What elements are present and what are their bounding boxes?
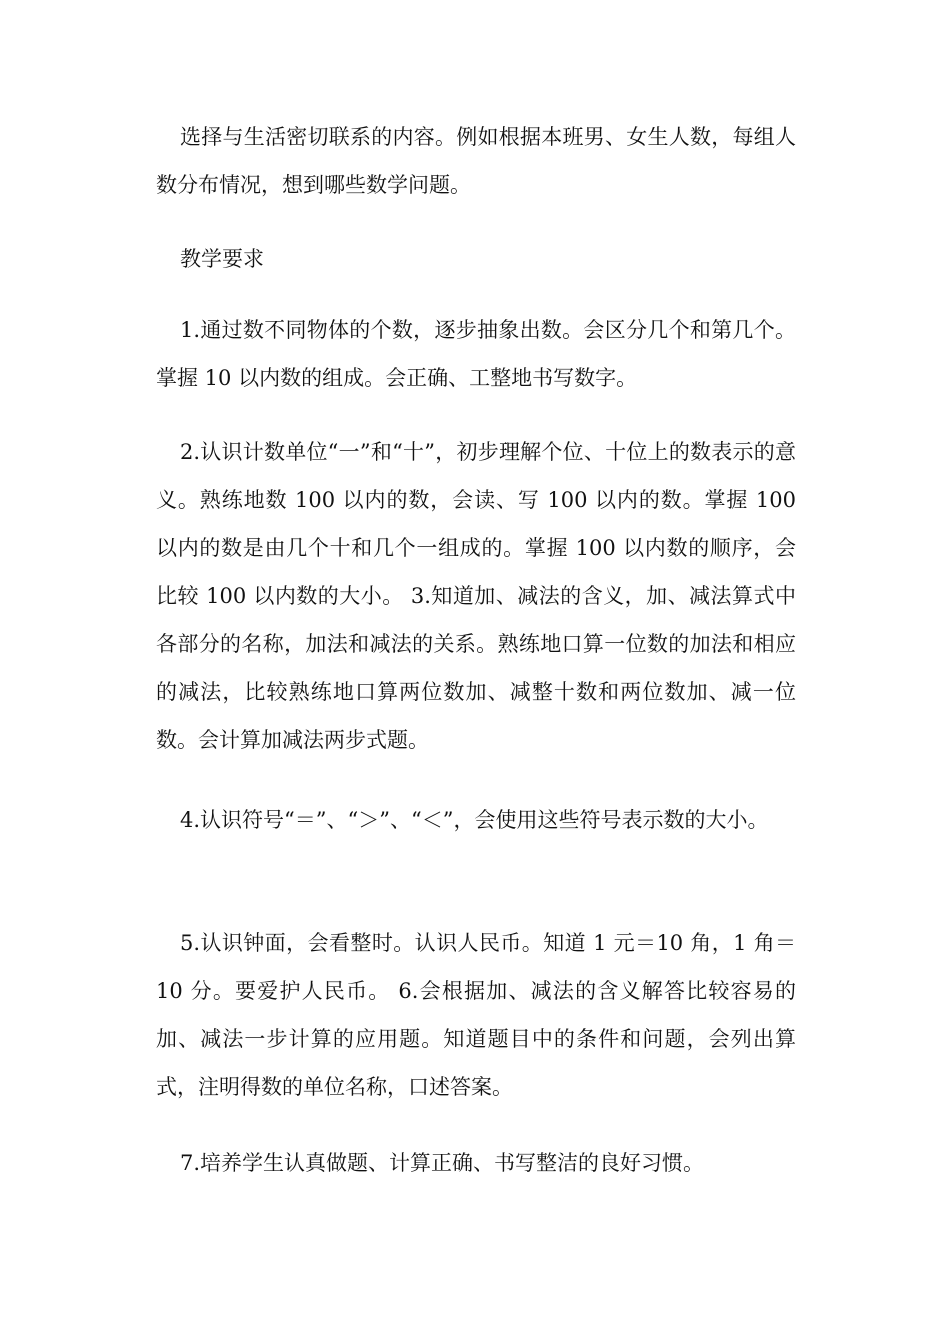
requirement-item-2-3: 2.认识计数单位“一”和“十”，初步理解个位、十位上的数表示的意义。熟练地数 100 以内的数，会读、写 100 以内的数。掌握 100 以内的数是由几个十和几个一组成的。掌握 100 以内数的顺序，会比较 100 以内数的大小。 3.知道加、减法的含义，加、减法算式中各部分的名称，加法和减法的关系。熟练地口算一位数的加法和相应的减法，比较熟练地口算两位数加、减整十数和两位数加、减一位数。会计算加减法两步式题。 bbox=[156, 440, 796, 752]
requirement-item-7: 7.培养学生认真做题、计算正确、书写整洁的良好习惯。 bbox=[180, 1151, 705, 1175]
intro-paragraph: 选择与生活密切联系的内容。例如根据本班男、女生人数，每组人数分布情况，想到哪些数学问题。 bbox=[156, 125, 796, 197]
requirement-item-4: 4.认识符号“＝”、“＞”、“＜”，会使用这些符号表示数的大小。 bbox=[180, 808, 769, 832]
requirement-item-5-6: 5.认识钟面，会看整时。认识人民币。知道 1 元＝10 角，1 角＝10 分。要爱护人民币。 6.会根据加、减法的含义解答比较容易的加、减法一步计算的应用题。知道题目中的条件和问题，会列出算式，注明得数的单位名称，口述答案。 bbox=[156, 931, 796, 1099]
requirement-item-1: 1.通过数不同物体的个数，逐步抽象出数。会区分几个和第几个。掌握 10 以内数的组成。会正确、工整地书写数字。 bbox=[156, 318, 796, 390]
section-heading: 教学要求 bbox=[180, 247, 264, 271]
